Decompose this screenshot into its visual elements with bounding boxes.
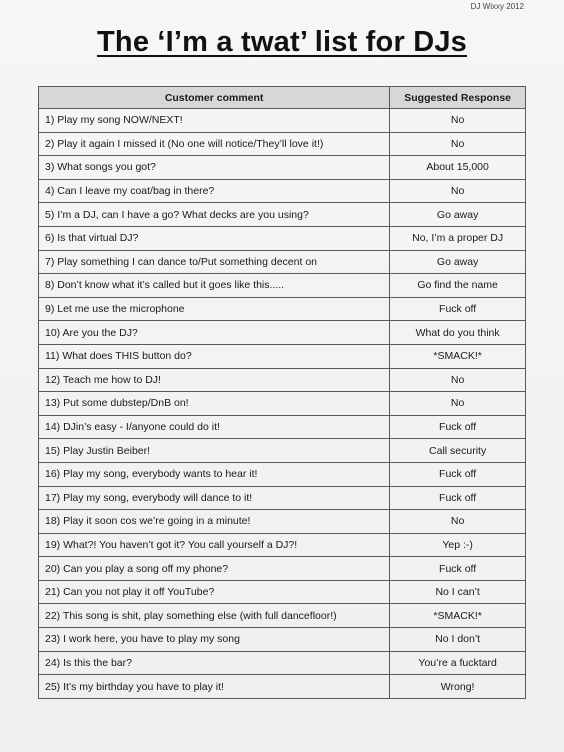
table-row: [39, 510, 526, 534]
suggested-response-cell: No: [390, 109, 526, 133]
suggested-response-cell: *SMACK!*: [390, 604, 526, 628]
table-row: [39, 439, 526, 463]
customer-comment-cell: 9) Let me use the microphone: [39, 297, 390, 321]
table-row: [39, 344, 526, 368]
suggested-response-cell: Call security: [390, 439, 526, 463]
table-row: [39, 132, 526, 156]
suggested-response-cell: Fuck off: [390, 462, 526, 486]
customer-comment-cell: 8) Don’t know what it’s called but it goes like this.....: [39, 274, 390, 298]
customer-comment-cell: 1) Play my song NOW/NEXT!: [39, 109, 390, 133]
table-row: [39, 179, 526, 203]
suggested-response-cell: No: [390, 179, 526, 203]
table-row: [39, 628, 526, 652]
column-header-comment: Customer comment: [39, 87, 390, 109]
table-row: [39, 533, 526, 557]
customer-comment-cell: 12) Teach me how to DJ!: [39, 368, 390, 392]
customer-comment-cell: 5) I’m a DJ, can I have a go? What decks are you using?: [39, 203, 390, 227]
suggested-response-cell: Go away: [390, 250, 526, 274]
suggested-response-cell: No: [390, 368, 526, 392]
author-credit: DJ Wixxy 2012: [470, 2, 524, 11]
table-row: [39, 580, 526, 604]
table-row: [39, 651, 526, 675]
customer-comment-cell: 4) Can I leave my coat/bag in there?: [39, 179, 390, 203]
dj-list-table: [38, 86, 526, 699]
suggested-response-cell: Fuck off: [390, 415, 526, 439]
column-header-response: Suggested Response: [390, 87, 526, 109]
customer-comment-cell: 20) Can you play a song off my phone?: [39, 557, 390, 581]
table-row: [39, 392, 526, 416]
table-row: [39, 368, 526, 392]
table-row: [39, 321, 526, 345]
table-row: [39, 226, 526, 250]
customer-comment-cell: 18) Play it soon cos we’re going in a minute!: [39, 510, 390, 534]
suggested-response-cell: No: [390, 132, 526, 156]
table-row: [39, 415, 526, 439]
suggested-response-cell: No: [390, 392, 526, 416]
suggested-response-cell: No, I’m a proper DJ: [390, 226, 526, 250]
table-body: [39, 109, 526, 699]
table-row: [39, 675, 526, 699]
customer-comment-cell: 19) What?! You haven’t got it? You call yourself a DJ?!: [39, 533, 390, 557]
page-title-text: The ‘I’m a twat’ list for DJs: [97, 26, 467, 58]
customer-comment-cell: 10) Are you the DJ?: [39, 321, 390, 345]
suggested-response-cell: Wrong!: [390, 675, 526, 699]
customer-comment-cell: 2) Play it again I missed it (No one will notice/They’ll love it!): [39, 132, 390, 156]
table-row: [39, 250, 526, 274]
table-row: [39, 462, 526, 486]
customer-comment-cell: 24) Is this the bar?: [39, 651, 390, 675]
customer-comment-cell: 3) What songs you got?: [39, 156, 390, 180]
table-row: [39, 203, 526, 227]
suggested-response-cell: Go away: [390, 203, 526, 227]
customer-comment-cell: 17) Play my song, everybody will dance to it!: [39, 486, 390, 510]
suggested-response-cell: About 15,000: [390, 156, 526, 180]
customer-comment-cell: 15) Play Justin Beiber!: [39, 439, 390, 463]
customer-comment-cell: 22) This song is shit, play something else (with full dancefloor!): [39, 604, 390, 628]
table-row: [39, 109, 526, 133]
table-row: [39, 486, 526, 510]
table-header-row: [39, 87, 526, 109]
page-title: [0, 26, 564, 59]
customer-comment-cell: 11) What does THIS button do?: [39, 344, 390, 368]
suggested-response-cell: What do you think: [390, 321, 526, 345]
suggested-response-cell: Fuck off: [390, 486, 526, 510]
suggested-response-cell: Go find the name: [390, 274, 526, 298]
table-row: [39, 604, 526, 628]
customer-comment-cell: 21) Can you not play it off YouTube?: [39, 580, 390, 604]
customer-comment-cell: 13) Put some dubstep/DnB on!: [39, 392, 390, 416]
suggested-response-cell: Yep :-): [390, 533, 526, 557]
table-row: [39, 274, 526, 298]
customer-comment-cell: 14) DJin’s easy - I/anyone could do it!: [39, 415, 390, 439]
customer-comment-cell: 16) Play my song, everybody wants to hear it!: [39, 462, 390, 486]
table-row: [39, 156, 526, 180]
table-row: [39, 297, 526, 321]
table-row: [39, 557, 526, 581]
customer-comment-cell: 23) I work here, you have to play my song: [39, 628, 390, 652]
suggested-response-cell: Fuck off: [390, 557, 526, 581]
suggested-response-cell: No: [390, 510, 526, 534]
suggested-response-cell: No I can’t: [390, 580, 526, 604]
customer-comment-cell: 25) It’s my birthday you have to play it!: [39, 675, 390, 699]
suggested-response-cell: No I don’t: [390, 628, 526, 652]
customer-comment-cell: 6) Is that virtual DJ?: [39, 226, 390, 250]
suggested-response-cell: Fuck off: [390, 297, 526, 321]
suggested-response-cell: You’re a fucktard: [390, 651, 526, 675]
suggested-response-cell: *SMACK!*: [390, 344, 526, 368]
customer-comment-cell: 7) Play something I can dance to/Put something decent on: [39, 250, 390, 274]
